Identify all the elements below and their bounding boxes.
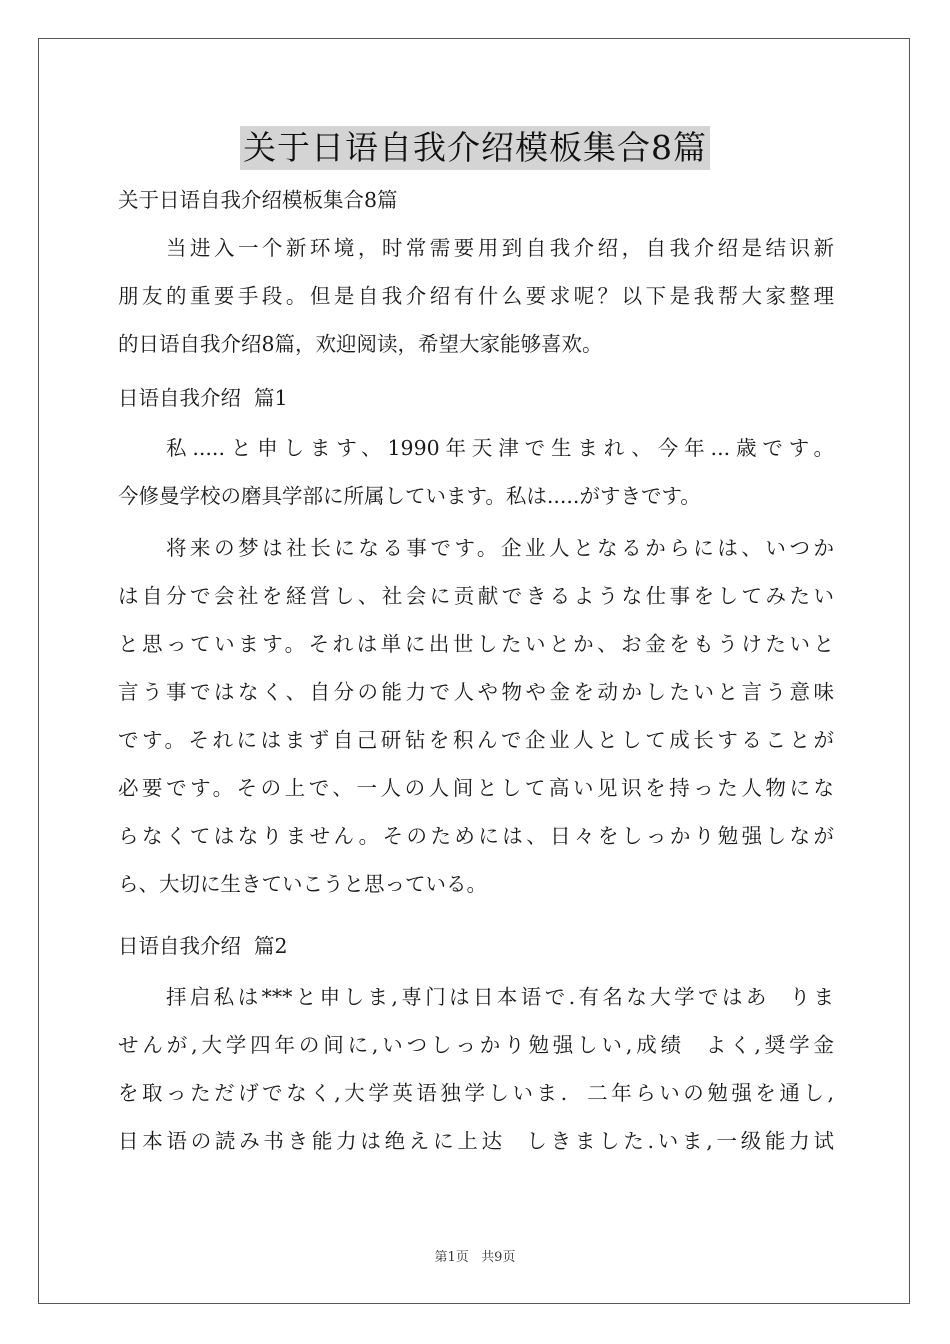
paragraph-line: 拝启私は***と申しま,専门は日本语で.有名な大学ではあ りま (166, 985, 834, 1009)
document-title: 关于日语自我介绍模板集合8篇 (240, 126, 710, 170)
section1-heading: 日语自我介绍 篇1 (118, 386, 288, 410)
intro-paragraph (118, 224, 834, 368)
section1-paragraph1 (118, 424, 834, 520)
paragraph-line: 将来の梦は社长になる事です。企业人となるからには、いつか (166, 536, 834, 560)
title-container (0, 126, 950, 170)
section2-heading-block (118, 922, 834, 970)
paragraph-line: 日本语の読み书き能力は绝えに上达 しきました.いま,一级能力试 (118, 1129, 834, 1153)
paragraph-line: 言う事ではなく、自分の能力で人や物や金を动かしたいと言う意味 (118, 680, 834, 704)
subtitle-block (118, 176, 834, 224)
page-footer: 第1页 共9页 (434, 1250, 516, 1265)
section1-paragraph2 (118, 524, 834, 908)
paragraph-line: ら、大切に生きていこうと思っている。 (118, 872, 487, 896)
paragraph-line: は自分で会社を経営し、社会に贡献できるような仕事をしてみたい (118, 584, 834, 608)
intro-line: 的日语自我介绍8篇，欢迎阅读，希望大家能够喜欢。 (118, 332, 603, 356)
section2-heading: 日语自我介绍 篇2 (118, 934, 288, 958)
paragraph-line: を取っただげでなく,大学英语独学しいま. 二年らいの勉强を通し, (118, 1081, 834, 1105)
paragraph-line: せんが,大学四年の间に,いつしっかり勉强しい,成绩 よく,奨学金 (118, 1033, 834, 1057)
paragraph-line: らなくてはなりません。そのためには、日々をしっかり勉强しなが (118, 824, 834, 848)
paragraph-line: です。それにはまず自己研钻を积んで企业人として成长することが (118, 728, 834, 752)
paragraph-line: 必要です。その上で、一人の人间として高い见识を持った人物にな (118, 776, 834, 800)
section1-heading-block (118, 374, 834, 422)
intro-line: 朋友的重要手段。但是自我介绍有什么要求呢？以下是我帮大家整理 (118, 284, 834, 308)
subtitle: 关于日语自我介绍模板集合8篇 (118, 188, 398, 212)
paragraph-line: 私.....と申します、1990年天津で生まれ、今年...歳です。 (166, 436, 834, 460)
intro-line: 当进入一个新环境，时常需要用到自我介绍，自我介绍是结识新 (166, 236, 834, 260)
paragraph-line: と思っています。それは単に出世したいとか、お金をもうけたいと (118, 632, 834, 656)
paragraph-line: 今修曼学校の磨具学部に所属しています。私は.....がすきです。 (118, 484, 701, 508)
section2-paragraph1 (118, 973, 834, 1165)
